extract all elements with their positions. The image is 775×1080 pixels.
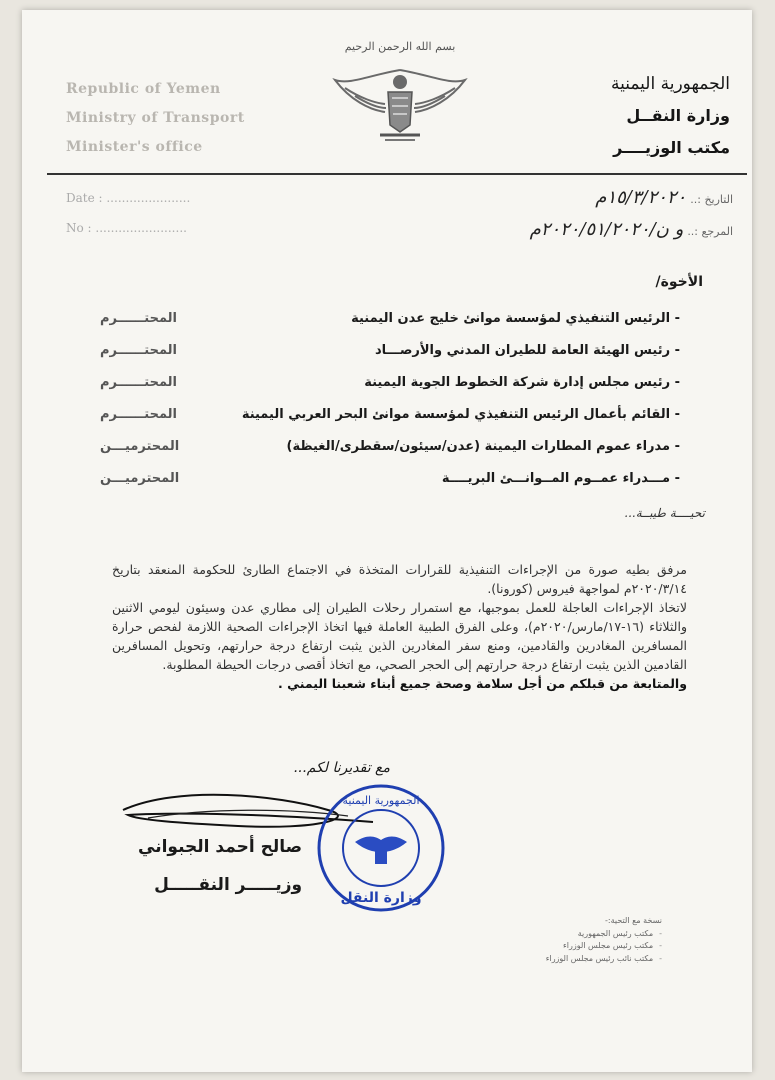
- arabic-letterhead: [611, 68, 730, 164]
- ref-label-ar: المرجع :..: [687, 225, 733, 238]
- signatory-block: [138, 828, 302, 904]
- date-value: ١٥/٣/٢٠٢٠م: [595, 187, 687, 208]
- cc-label: نسخة مع التحية:-: [605, 916, 662, 925]
- recipient-row: [100, 302, 680, 334]
- stamp-bottom-text: وزارة النقل: [340, 890, 422, 906]
- recipient-honorific: المحترميـــن: [100, 438, 180, 454]
- salutation: تحيــــة طيبــة...: [624, 506, 705, 520]
- recipient-name: - الرئيس التنفيذي لمؤسسة موانئ خليج عدن اليمنية: [351, 310, 680, 326]
- ministry-stamp-icon: [315, 782, 447, 914]
- closing-remark: مع تقديرنا لكم...: [293, 760, 390, 776]
- cc-item: - مكتب رئيس مجلس الوزراء: [512, 940, 662, 953]
- body-paragraph-2: لاتخاذ الإجراءات العاجلة للعمل بموجبها، مع استمرار رحلات الطيران إلى مطاري عدن وسيئون ليومي الاثنين والثلاثاء (١٦-١٧/مارس/٢٠٢٠م)، وعلى الفرق الطبية العاملة فيها اتخاذ الإجراءات الصحية اللازمة لفحص حرارة المسافرين المغادرين والقادمين، ومنع سفر المغادرين الذين يثبت ارتفاع درجة حرارتهم، وتحويل المسافرين القادمين الذين يثبت ارتفاع درجة حرارتهم إلى الحجر الصحي، مع اتخاذ أقصى درجات الحيطة المطلوبة.: [112, 600, 687, 672]
- cc-item: - مكتب نائب رئيس مجلس الوزراء: [512, 953, 662, 966]
- basmala: بسم الله الرحمن الرحيم: [344, 40, 456, 53]
- stamp-top-text: الجمهورية اليمنية: [342, 794, 420, 807]
- recipient-list: [100, 302, 680, 494]
- letterhead-ar-office: مكتب الوزيــــر: [613, 138, 730, 157]
- recipient-row: [100, 462, 680, 494]
- recipient-honorific: المحتــــــرم: [100, 406, 178, 422]
- date-label-en: Date : ......................: [66, 191, 191, 205]
- recipient-row: [100, 334, 680, 366]
- yemen-eagle-emblem-icon: [330, 40, 470, 150]
- reference-arabic: [530, 183, 733, 247]
- cc-item-text: مكتب رئيس الجمهورية: [577, 928, 654, 938]
- date-label-ar: التاريخ :..: [690, 193, 733, 206]
- recipient-name: - مدراء عموم المطارات اليمينة (عدن/سيئون/سقطرى/الغيظة): [286, 438, 680, 454]
- recipient-name: - مـــدراء عمــوم المــوانـــئ البريــــة: [441, 470, 680, 486]
- recipient-row: [100, 366, 680, 398]
- recipient-name: - القائم بأعمال الرئيس التنفيذي لمؤسسة موانئ البحر العربي اليمينة: [241, 406, 680, 422]
- letterhead-en-ministry: Ministry of Transport: [66, 110, 245, 126]
- cc-item-text: مكتب نائب رئيس مجلس الوزراء: [545, 953, 654, 963]
- recipient-name: - رئيس مجلس إدارة شركة الخطوط الجوية اليمينة: [364, 374, 680, 390]
- letterhead-en-office: Minister's office: [66, 139, 203, 155]
- recipient-row: [100, 398, 680, 430]
- ref-value: و ن/٢٠٢٠/٥١/٢٠٢٠م: [529, 219, 684, 240]
- letterhead-ar-republic: الجمهورية اليمنية: [610, 74, 730, 94]
- letterhead-en-republic: Republic of Yemen: [66, 81, 221, 97]
- recipient-honorific: المحترميـــن: [100, 470, 180, 486]
- recipient-name: - رئيس الهيئة العامة للطيران المدني والأرصـــاد: [374, 342, 680, 358]
- copies-list: [512, 915, 662, 965]
- recipient-row: [100, 430, 680, 462]
- signatory-name: صالح أحمد الجبواني: [138, 837, 303, 857]
- body-paragraph-3: والمتابعة من قبلكم من أجل سلامة وصحة جميع أبناء شعبنا اليمني .: [278, 676, 687, 691]
- cc-item: - مكتب رئيس الجمهورية: [512, 928, 662, 941]
- number-label-en: No : ........................: [66, 221, 187, 235]
- letter-body: [112, 560, 687, 693]
- header-divider: [47, 173, 747, 175]
- signatory-title: وزيـــــر النقـــــل: [154, 875, 303, 895]
- letterhead-ar-ministry: وزارة النقــل: [626, 106, 730, 125]
- english-letterhead: [66, 75, 245, 162]
- recipient-honorific: المحتــــــرم: [100, 342, 178, 358]
- greeting: الأخوة/: [655, 274, 703, 290]
- cc-item-text: مكتب رئيس مجلس الوزراء: [563, 941, 654, 950]
- recipient-honorific: المحتــــــرم: [100, 310, 178, 326]
- body-paragraph-1: مرفق بطيه صورة من الإجراءات التنفيذية للقرارات المتخذة في الاجتماع الطارئ للحكومة المنعقد بتاريخ ٢٠٢٠/٣/١٤م لمواجهة فيروس (كورونا).: [112, 562, 687, 596]
- reference-english: [66, 183, 190, 243]
- recipient-honorific: المحتــــــرم: [100, 374, 178, 390]
